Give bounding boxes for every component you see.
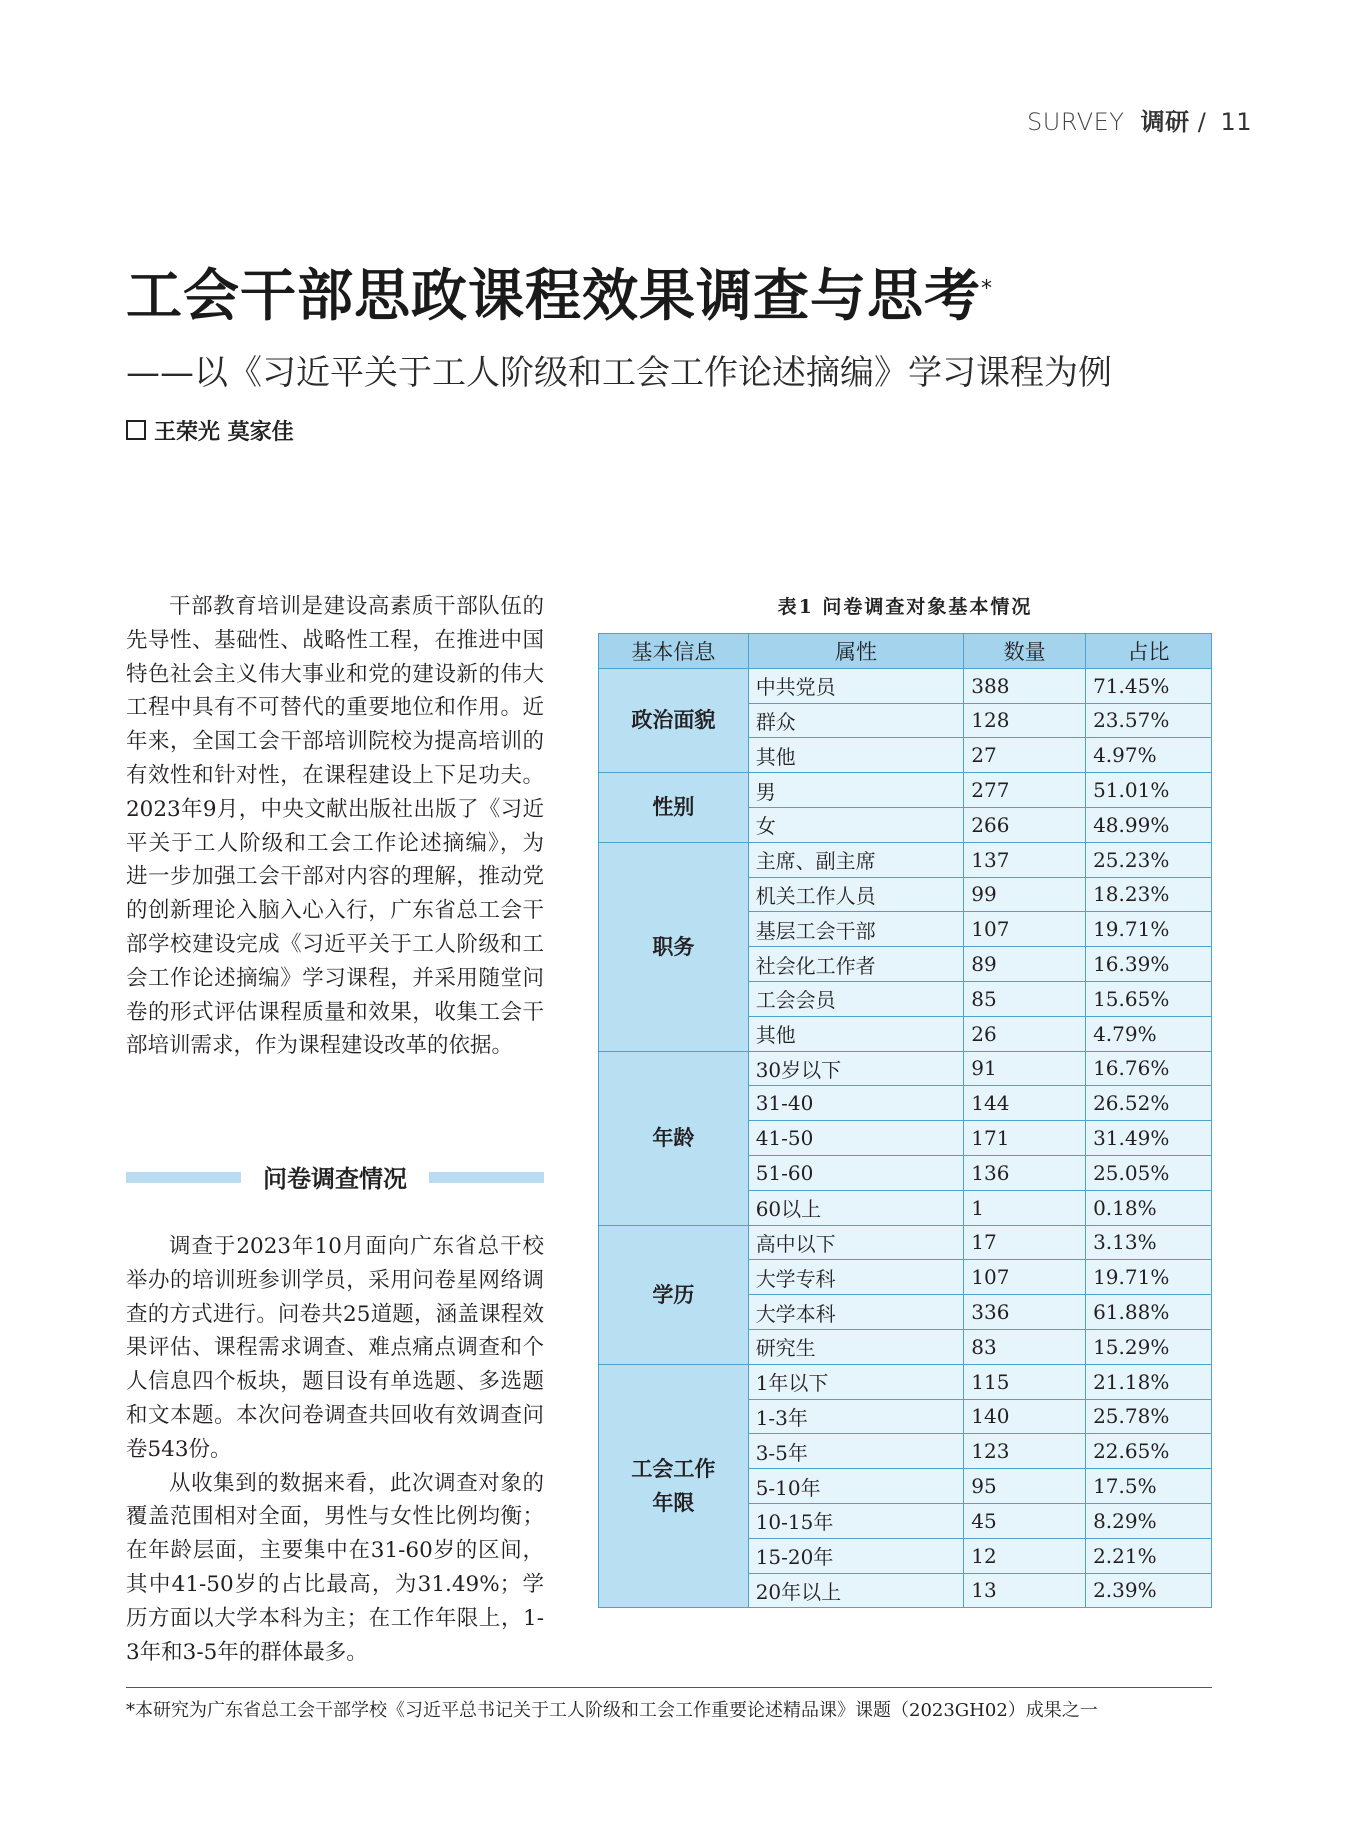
count-cell: 95 <box>964 1469 1086 1504</box>
attribute-cell: 大学专科 <box>748 1260 964 1295</box>
percent-cell: 19.71% <box>1086 912 1212 947</box>
percent-cell: 31.49% <box>1086 1121 1212 1156</box>
table-row <box>599 1051 1212 1086</box>
article-subtitle: ——以《习近平关于工人阶级和工会工作论述摘编》学习课程为例 <box>126 353 1112 393</box>
page-number: 11 <box>1220 108 1252 136</box>
category-cell: 学历 <box>599 1225 749 1364</box>
count-cell: 388 <box>964 668 1086 703</box>
header-separator: / <box>1197 108 1207 136</box>
count-cell: 99 <box>964 877 1086 912</box>
category-cell: 职务 <box>599 842 749 1051</box>
count-cell: 26 <box>964 1016 1086 1051</box>
count-cell: 12 <box>964 1538 1086 1573</box>
count-cell: 128 <box>964 703 1086 738</box>
count-cell: 115 <box>964 1364 1086 1399</box>
survey-paragraph: 调查于2023年10月面向广东省总干校举办的培训班参训学员，采用问卷星网络调查的方式进行。问卷共25道题，涵盖课程效果评估、课程需求调查、难点痛点调查和个人信息四个板块，题目设有单选题、多选题和文本题。本次问卷调查共回收有效调查问卷543份。 <box>126 1234 544 1462</box>
percent-cell: 8.29% <box>1086 1503 1212 1538</box>
attribute-cell: 机关工作人员 <box>748 877 964 912</box>
table-header-row <box>599 634 1212 669</box>
findings-paragraph: 从收集到的数据来看，此次调查对象的覆盖范围相对全面，男性与女性比例均衡；在年龄层面，主要集中在31-60岁的区间，其中41-50岁的占比最高，为31.49%；学历方面以大学本科为主；在工作年限上，1-3年和3-5年的群体最多。 <box>126 1470 544 1665</box>
count-cell: 45 <box>964 1503 1086 1538</box>
attribute-cell: 其他 <box>748 738 964 773</box>
count-cell: 27 <box>964 738 1086 773</box>
percent-cell: 48.99% <box>1086 807 1212 842</box>
table-caption: 表1 问卷调查对象基本情况 <box>777 596 1033 618</box>
percent-cell: 15.65% <box>1086 981 1212 1016</box>
count-cell: 277 <box>964 773 1086 808</box>
percent-cell: 23.57% <box>1086 703 1212 738</box>
percent-cell: 15.29% <box>1086 1329 1212 1364</box>
section-heading-text: 问卷调查情况 <box>263 1165 407 1193</box>
table-row <box>599 842 1212 877</box>
count-cell: 136 <box>964 1155 1086 1190</box>
footnote-divider <box>126 1687 1212 1688</box>
percent-cell: 26.52% <box>1086 1086 1212 1121</box>
attribute-cell: 工会会员 <box>748 981 964 1016</box>
percent-cell: 61.88% <box>1086 1295 1212 1330</box>
category-line: 年限 <box>652 1491 695 1516</box>
percent-cell: 25.78% <box>1086 1399 1212 1434</box>
section-heading <box>126 1157 544 1197</box>
category-line: 工会工作 <box>631 1457 716 1482</box>
percent-cell: 21.18% <box>1086 1364 1212 1399</box>
percent-cell: 2.39% <box>1086 1573 1212 1608</box>
title-footnote-mark: * <box>981 276 993 302</box>
table-row <box>599 773 1212 808</box>
table-row <box>599 1364 1212 1399</box>
percent-cell: 0.18% <box>1086 1190 1212 1225</box>
percent-cell: 71.45% <box>1086 668 1212 703</box>
count-cell: 85 <box>964 981 1086 1016</box>
attribute-cell: 其他 <box>748 1016 964 1051</box>
percent-cell: 16.76% <box>1086 1051 1212 1086</box>
count-cell: 140 <box>964 1399 1086 1434</box>
intro-paragraph: 干部教育培训是建设高素质干部队伍的先导性、基础性、战略性工程，在推进中国特色社会主义伟大事业和党的建设新的伟大工程中具有不可替代的重要地位和作用。近年来，全国工会干部培训院校为提高培训的有效性和针对性，在课程建设上下足功夫。2023年9月，中央文献出版社出版了《习近平关于工人阶级和工会工作论述摘编》，为进一步加强工会干部对内容的理解，推动党的创新理论入脑入心入行，广东省总工会干部学校建设完成《习近平关于工人阶级和工会工作论述摘编》学习课程，并采用随堂问卷的形式评估课程质量和效果，收集工会干部培训需求，作为课程建设改革的依据。 <box>126 594 544 1059</box>
attribute-cell: 1-3年 <box>748 1399 964 1434</box>
article-title-text: 工会干部思政课程效果调查与思考 <box>126 264 981 329</box>
attribute-cell: 10-15年 <box>748 1503 964 1538</box>
percent-cell: 4.97% <box>1086 738 1212 773</box>
category-cell: 政治面貌 <box>599 668 749 772</box>
header-cell: 数量 <box>964 634 1086 669</box>
square-icon <box>126 420 146 440</box>
attribute-cell: 5-10年 <box>748 1469 964 1504</box>
percent-cell: 25.23% <box>1086 842 1212 877</box>
percent-cell: 18.23% <box>1086 877 1212 912</box>
count-cell: 123 <box>964 1434 1086 1469</box>
category-cell: 性别 <box>599 773 749 843</box>
attribute-cell: 研究生 <box>748 1329 964 1364</box>
percent-cell: 16.39% <box>1086 947 1212 982</box>
attribute-cell: 1年以下 <box>748 1364 964 1399</box>
count-cell: 107 <box>964 912 1086 947</box>
percent-cell: 17.5% <box>1086 1469 1212 1504</box>
category-cell: 年龄 <box>599 1051 749 1225</box>
percent-cell: 19.71% <box>1086 1260 1212 1295</box>
header-section: 调研 <box>1140 108 1190 136</box>
attribute-cell: 群众 <box>748 703 964 738</box>
author-line <box>126 415 294 446</box>
attribute-cell: 基层工会干部 <box>748 912 964 947</box>
attribute-cell: 20年以上 <box>748 1573 964 1608</box>
attribute-cell: 3-5年 <box>748 1434 964 1469</box>
count-cell: 107 <box>964 1260 1086 1295</box>
percent-cell: 51.01% <box>1086 773 1212 808</box>
attribute-cell: 41-50 <box>748 1121 964 1156</box>
header-cell: 属性 <box>748 634 964 669</box>
count-cell: 137 <box>964 842 1086 877</box>
count-cell: 83 <box>964 1329 1086 1364</box>
attribute-cell: 15-20年 <box>748 1538 964 1573</box>
count-cell: 13 <box>964 1573 1086 1608</box>
attribute-cell: 60以上 <box>748 1190 964 1225</box>
attribute-cell: 主席、副主席 <box>748 842 964 877</box>
category-cell <box>599 1364 749 1608</box>
attribute-cell: 社会化工作者 <box>748 947 964 982</box>
table-row <box>599 668 1212 703</box>
attribute-cell: 30岁以下 <box>748 1051 964 1086</box>
table-row <box>599 1225 1212 1260</box>
intro-column <box>126 590 544 1063</box>
header-survey: SURVEY <box>1027 108 1125 136</box>
page-header <box>1027 102 1252 137</box>
authors: 王荣光 莫家佳 <box>154 420 294 445</box>
count-cell: 89 <box>964 947 1086 982</box>
count-cell: 17 <box>964 1225 1086 1260</box>
survey-column <box>126 1230 544 1669</box>
attribute-cell: 中共党员 <box>748 668 964 703</box>
article-title <box>126 252 993 332</box>
header-cell: 占比 <box>1086 634 1212 669</box>
percent-cell: 22.65% <box>1086 1434 1212 1469</box>
attribute-cell: 高中以下 <box>748 1225 964 1260</box>
table-body <box>599 668 1212 1608</box>
attribute-cell: 51-60 <box>748 1155 964 1190</box>
count-cell: 1 <box>964 1190 1086 1225</box>
percent-cell: 25.05% <box>1086 1155 1212 1190</box>
count-cell: 171 <box>964 1121 1086 1156</box>
percent-cell: 3.13% <box>1086 1225 1212 1260</box>
respondent-table <box>598 633 1212 1608</box>
footnote: *本研究为广东省总工会干部学校《习近平总书记关于工人阶级和工会工作重要论述精品课》课题（2023GH02）成果之一 <box>126 1700 1098 1721</box>
attribute-cell: 31-40 <box>748 1086 964 1121</box>
attribute-cell: 男 <box>748 773 964 808</box>
percent-cell: 4.79% <box>1086 1016 1212 1051</box>
attribute-cell: 女 <box>748 807 964 842</box>
count-cell: 91 <box>964 1051 1086 1086</box>
count-cell: 336 <box>964 1295 1086 1330</box>
count-cell: 144 <box>964 1086 1086 1121</box>
count-cell: 266 <box>964 807 1086 842</box>
percent-cell: 2.21% <box>1086 1538 1212 1573</box>
header-cell: 基本信息 <box>599 634 749 669</box>
attribute-cell: 大学本科 <box>748 1295 964 1330</box>
